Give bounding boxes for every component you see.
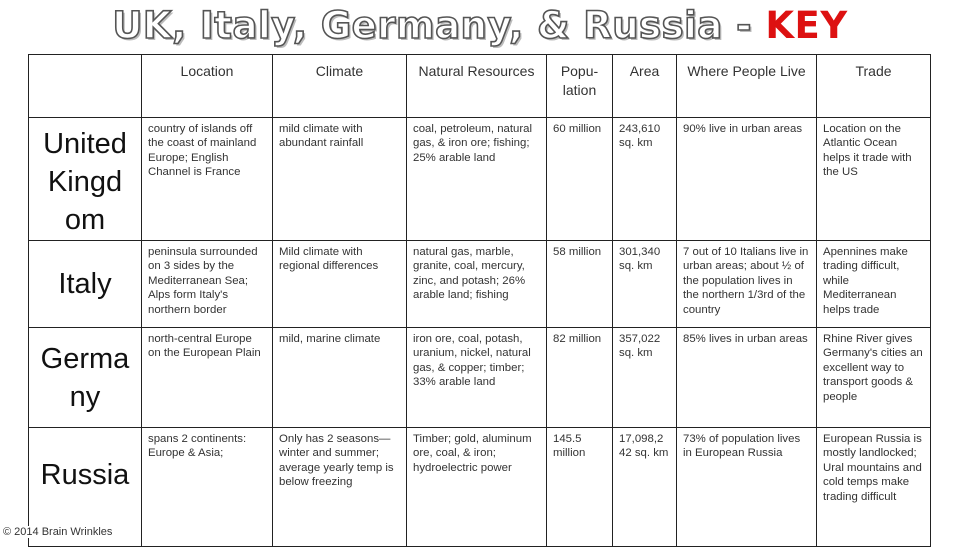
climate-cell: Only has 2 seasons— winter and summer; average yearly temp is below freezing bbox=[273, 428, 407, 547]
trade-cell: Apennines make trading difficult, while Mediterranean helps trade bbox=[817, 241, 931, 328]
country-label: Italy bbox=[29, 241, 142, 328]
country-label: United Kingd om bbox=[29, 118, 142, 241]
climate-cell: mild climate with abundant rainfall bbox=[273, 118, 407, 241]
location-cell: north-central Europe on the European Plain bbox=[142, 328, 273, 428]
resources-cell: natural gas, marble, granite, coal, mercury, zinc, and potash; 26% arable land; fishing bbox=[407, 241, 547, 328]
resources-cell: coal, petroleum, natural gas, & iron ore; fishing; 25% arable land bbox=[407, 118, 547, 241]
area-cell: 243,610 sq. km bbox=[613, 118, 677, 241]
header-natural-resources: Natural Resources bbox=[407, 55, 547, 118]
location-cell: country of islands off the coast of mainland Europe; English Channel is France bbox=[142, 118, 273, 241]
table-row bbox=[29, 428, 931, 547]
country-label: Russia bbox=[29, 428, 142, 547]
header-location: Location bbox=[142, 55, 273, 118]
header-area: Area bbox=[613, 55, 677, 118]
table-row bbox=[29, 118, 931, 241]
title-key: KEY bbox=[765, 4, 848, 47]
where-live-cell: 85% lives in urban areas bbox=[677, 328, 817, 428]
resources-cell: iron ore, coal, potash, uranium, nickel, natural gas, & copper; timber; 33% arable land bbox=[407, 328, 547, 428]
where-live-cell: 7 out of 10 Italians live in urban areas; about ½ of the population lives in the northern 1/3rd of the country bbox=[677, 241, 817, 328]
area-cell: 17,098,2 42 sq. km bbox=[613, 428, 677, 547]
comparison-table bbox=[28, 54, 931, 547]
trade-cell: Rhine River gives Germany's cities an excellent way to transport goods & people bbox=[817, 328, 931, 428]
population-cell: 145.5 million bbox=[547, 428, 613, 547]
climate-cell: mild, marine climate bbox=[273, 328, 407, 428]
population-cell: 58 million bbox=[547, 241, 613, 328]
table-row bbox=[29, 328, 931, 428]
header-where-people-live: Where People Live bbox=[677, 55, 817, 118]
page-title bbox=[0, 4, 960, 47]
title-main: UK, Italy, Germany, & Russia - bbox=[112, 4, 766, 47]
header-row bbox=[29, 55, 931, 118]
copyright-notice: © 2014 Brain Wrinkles bbox=[3, 526, 113, 538]
trade-cell: Location on the Atlantic Ocean helps it trade with the US bbox=[817, 118, 931, 241]
resources-cell: Timber; gold, aluminum ore, coal, & iron; hydroelectric power bbox=[407, 428, 547, 547]
population-cell: 82 million bbox=[547, 328, 613, 428]
header-population: Popu-lation bbox=[547, 55, 613, 118]
area-cell: 301,340 sq. km bbox=[613, 241, 677, 328]
header-trade: Trade bbox=[817, 55, 931, 118]
where-live-cell: 90% live in urban areas bbox=[677, 118, 817, 241]
where-live-cell: 73% of population lives in European Russia bbox=[677, 428, 817, 547]
location-cell: peninsula surrounded on 3 sides by the Mediterranean Sea; Alps form Italy's northern border bbox=[142, 241, 273, 328]
area-cell: 357,022 sq. km bbox=[613, 328, 677, 428]
location-cell: spans 2 continents: Europe & Asia; bbox=[142, 428, 273, 547]
table-row bbox=[29, 241, 931, 328]
population-cell: 60 million bbox=[547, 118, 613, 241]
trade-cell: European Russia is mostly landlocked; Ural mountains and cold temps make trading difficult bbox=[817, 428, 931, 547]
climate-cell: Mild climate with regional differences bbox=[273, 241, 407, 328]
header-corner bbox=[29, 55, 142, 118]
country-label: Germa ny bbox=[29, 328, 142, 428]
header-climate: Climate bbox=[273, 55, 407, 118]
